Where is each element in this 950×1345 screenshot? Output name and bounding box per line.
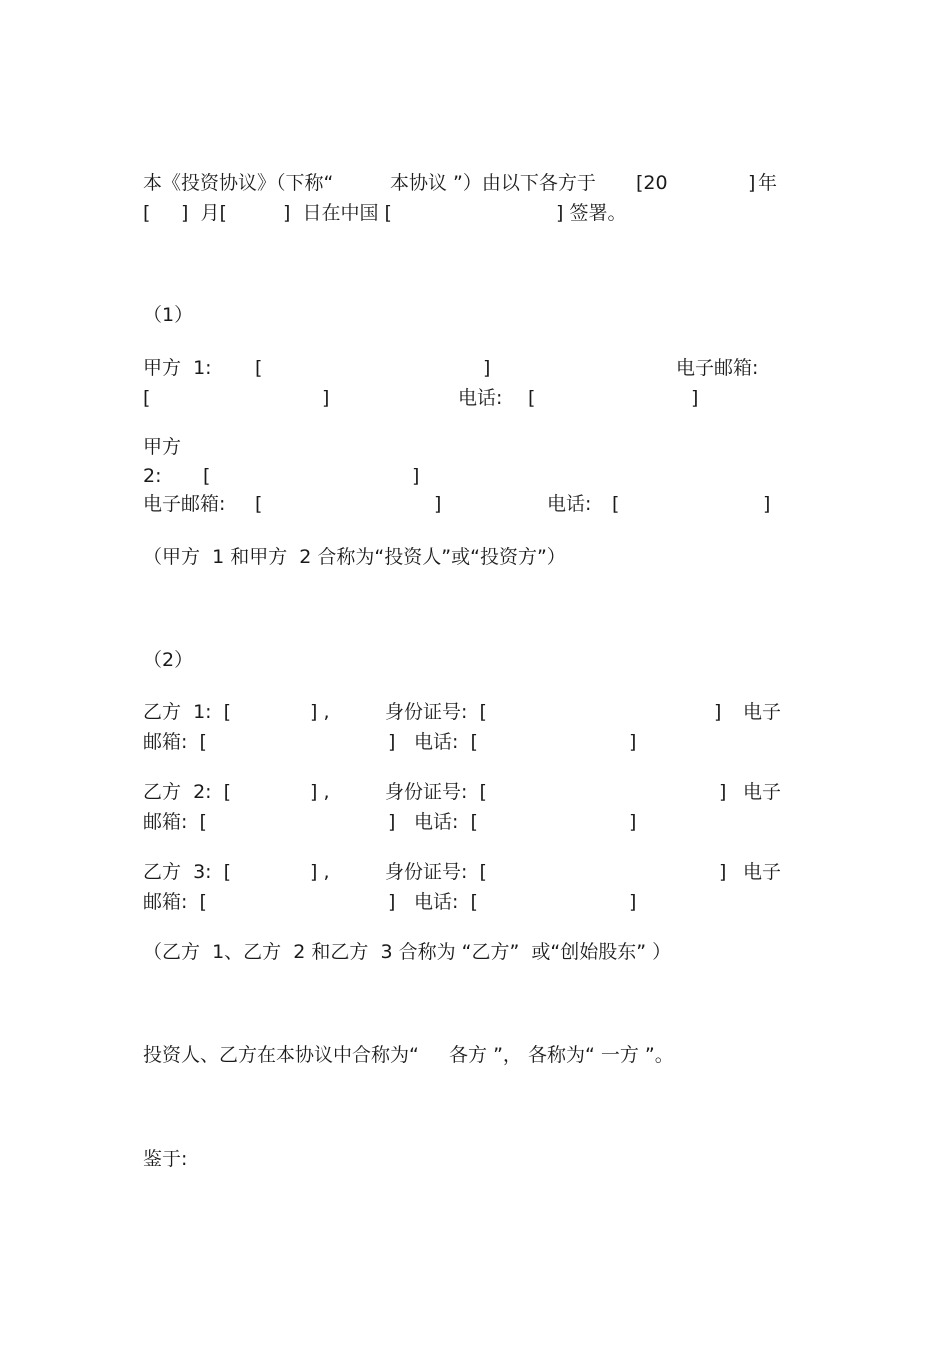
section1-note: （甲方 1 和甲方 2 合称为“投资人”或“投资方”） [143,546,566,568]
section2-note: （乙方 1、乙方 2 和乙方 3 合称为 “乙方” 或“创始股东” ） [143,941,672,963]
party-b3-id-close: ] [719,861,727,883]
party-a2-label-line2: 2: [143,465,162,487]
party-b2-email-lead: 电子 [743,781,782,803]
party-a1-email-open: [ [143,387,151,409]
party-a1-phone-open: [ [528,387,536,409]
month-bracket-open: [ [143,202,151,224]
party-a2-close: ] [412,465,420,487]
party-b1-email-close: ] [388,731,396,753]
party-a2-phone-label: 电话: [547,493,592,515]
year-bracket-open: [20 [636,172,668,194]
party-a1-label: 甲方 1: [143,357,212,379]
party-a1-phone-label: 电话: [458,387,503,409]
party-b1-id-close: ] [714,701,722,723]
party-b2-id-close: ] [719,781,727,803]
party-b2-id-label: 身份证号: [ [385,781,487,803]
party-b2-phone-close: ] [629,811,637,833]
signed-label: ] 签署。 [556,202,627,224]
section1-heading: （1） [143,304,194,326]
intro-text-a: 本《投资协议》（下称“ [143,172,334,194]
year-suffix: 年 [758,172,778,194]
party-a1-close: ] [483,357,491,379]
party-a1-phone-close: ] [691,387,699,409]
party-b3-id-label: 身份证号: [ [385,861,487,883]
party-b1-email-label: 邮箱: [ [143,731,207,753]
year-bracket-close: ] [748,172,756,194]
place-label: ] 日在中国 [ [283,202,392,224]
whereas-heading: 鉴于: [143,1148,188,1170]
party-b3-email-lead: 电子 [743,861,782,883]
party-b2-email-close: ] [388,811,396,833]
party-a2-open: [ [203,465,211,487]
party-b3-close: ] , [310,861,330,883]
party-a1-email-label: 电子邮箱: [676,357,759,379]
party-a1-open: [ [255,357,263,379]
party-b3-phone-label: 电话: [ [414,891,478,913]
party-b3-email-label: 邮箱: [ [143,891,207,913]
party-b2-close: ] , [310,781,330,803]
party-a2-email-close: ] [434,493,442,515]
party-b2-phone-label: 电话: [ [414,811,478,833]
party-b1-phone-close: ] [629,731,637,753]
party-b1-close: ] , [310,701,330,723]
party-b1-phone-label: 电话: [ [414,731,478,753]
collective-definition: 投资人、乙方在本协议中合称为“ 各方 ”， 各称为“ 一方 ”。 [143,1044,674,1066]
party-a2-email-open: [ [255,493,263,515]
party-a2-label-line1: 甲方 [143,436,182,458]
party-a2-email-label: 电子邮箱: [143,493,226,515]
party-b1-label: 乙方 1: [ [143,701,232,723]
party-a2-phone-open: [ [612,493,620,515]
party-b2-email-label: 邮箱: [ [143,811,207,833]
month-label: ] 月[ [181,202,227,224]
intro-text-b: 本协议 ”）由以下各方于 [390,172,596,194]
party-b1-id-label: 身份证号: [ [385,701,487,723]
party-b3-label: 乙方 3: [ [143,861,232,883]
party-a1-email-close: ] [322,387,330,409]
section2-heading: （2） [143,649,194,671]
party-b2-label: 乙方 2: [ [143,781,232,803]
party-b3-phone-close: ] [629,891,637,913]
party-a2-phone-close: ] [763,493,771,515]
party-b3-email-close: ] [388,891,396,913]
party-b1-email-lead: 电子 [743,701,782,723]
